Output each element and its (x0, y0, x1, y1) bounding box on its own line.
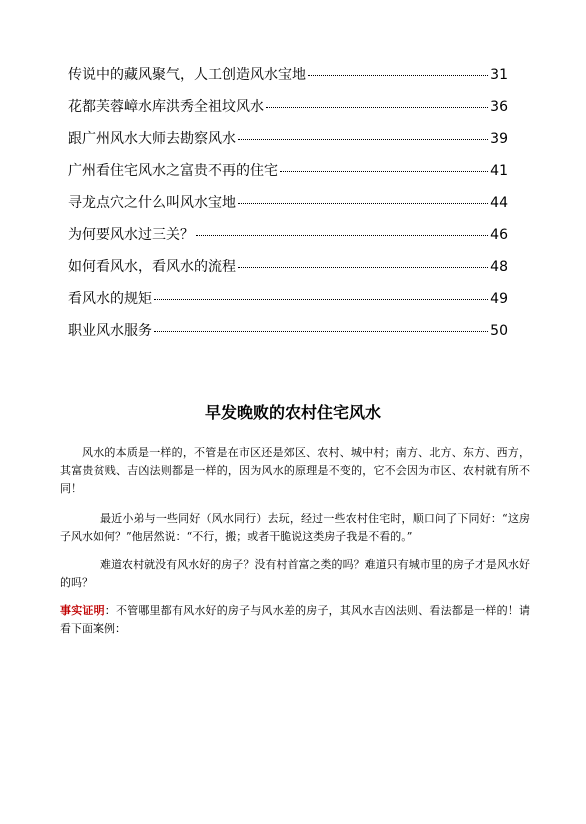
toc-entry-title: 职业风水服务 (68, 323, 152, 339)
toc-entry[interactable] (68, 64, 508, 96)
toc-leader-dots (308, 75, 488, 76)
article-title: 早发晚败的农村住宅风水 (204, 403, 381, 422)
toc-entry[interactable] (68, 288, 508, 320)
toc-entry-page: 49 (490, 291, 508, 307)
toc-leader-dots (280, 171, 488, 172)
toc-leader-dots (238, 267, 488, 268)
toc-leader-dots (238, 139, 488, 140)
toc-entry[interactable] (68, 128, 508, 160)
toc-leader-dots (154, 299, 488, 300)
toc-entry[interactable] (68, 224, 508, 256)
article-paragraph: 难道农村就没有风水好的房子？没有村首富之类的吗？难道只有城市里的房子才是风水好的吗？ (60, 558, 530, 589)
toc-entry[interactable] (68, 256, 508, 288)
toc-entry-page: 50 (490, 323, 508, 339)
toc-entry-title: 广州看住宅风水之富贵不再的住宅 (68, 163, 278, 179)
toc-leader-dots (266, 107, 488, 108)
toc-entry-page: 41 (490, 163, 508, 179)
toc-entry-page: 46 (490, 227, 508, 243)
toc-entry-title: 为何要风水过三关？ (68, 227, 194, 243)
toc-entry-title: 看风水的规矩 (68, 291, 152, 307)
toc-entry-title: 传说中的藏风聚气，人工创造风水宝地 (68, 67, 306, 83)
toc-entry-page: 31 (490, 67, 508, 83)
table-of-contents (68, 64, 508, 352)
fact-label: 事实证明 (60, 604, 105, 617)
toc-leader-dots (154, 331, 488, 332)
toc-leader-dots (238, 203, 488, 204)
toc-entry-page: 44 (490, 195, 508, 211)
fact-text: ：不管哪里都有风水好的房子与风水差的房子，其风水吉凶法则、看法都是一样的！请看下面案例： (60, 604, 530, 635)
toc-entry[interactable] (68, 192, 508, 224)
toc-entry-title: 花都芙蓉嶂水库洪秀全祖坟风水 (68, 99, 264, 115)
toc-entry-title: 跟广州风水大师去勘察风水 (68, 131, 236, 147)
toc-entry-page: 48 (490, 259, 508, 275)
toc-entry-page: 39 (490, 131, 508, 147)
article-paragraph: 风水的本质是一样的，不管是在市区还是郊区、农村、城中村；南方、北方、东方、西方，其富贵贫贱、吉凶法则都是一样的，因为风水的原理是不变的，它不会因为市区、农村就有所不同！ (60, 446, 530, 495)
toc-entry-page: 36 (490, 99, 508, 115)
article-paragraph (60, 602, 530, 638)
toc-entry-title: 如何看风水，看风水的流程 (68, 259, 236, 275)
article-paragraph: 最近小弟与一些同好（风水同行）去玩，经过一些农村住宅时，顺口问了下同好：“这房子风水如何？”他居然说：“不行，搬；或者干脆说这类房子我是不看的。” (60, 512, 530, 543)
toc-entry[interactable] (68, 160, 508, 192)
toc-leader-dots (196, 235, 488, 236)
toc-entry[interactable] (68, 320, 508, 352)
toc-entry[interactable] (68, 96, 508, 128)
toc-entry-title: 寻龙点穴之什么叫风水宝地 (68, 195, 236, 211)
